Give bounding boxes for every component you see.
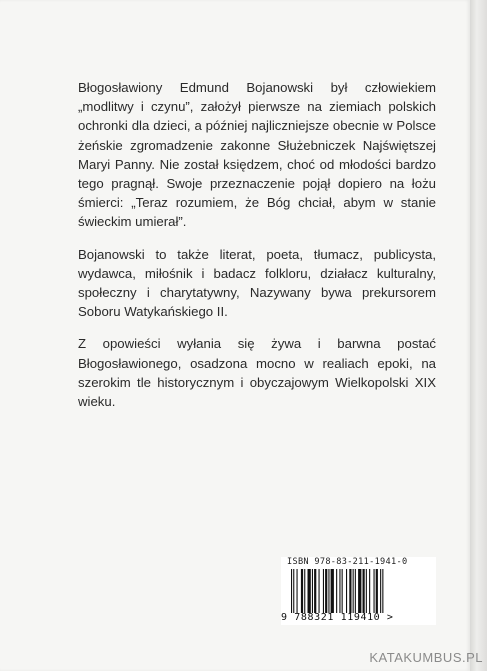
cover-edge — [470, 0, 487, 671]
blurb-paragraph-3: Z opowieści wyłania się żywa i barwna postać Błogosławionego, osadzona mocno w realiach epoki, na szerokim tle historycznym i obyczajowym Wielkopolski XIX wieku. — [78, 336, 436, 410]
blurb-text — [78, 78, 436, 424]
blurb-paragraph-2: Bojanowski to także literat, poeta, tłumacz, publicysta, wydawca, miłośnik i badacz folkloru, działacz kulturalny, społeczny i charytatywny, Nazywany bywa prekursorem Soboru Watykańskiego II. — [78, 246, 436, 320]
barcode-digits: 9 788321 119410 > — [281, 612, 394, 623]
watermark-text: KATAKUMBUS.PL — [369, 650, 483, 665]
barcode-icon — [291, 569, 427, 613]
isbn-label: ISBN 978-83-211-1941-0 — [287, 557, 408, 567]
isbn-barcode — [281, 557, 436, 625]
blurb-paragraph-1: Błogosławiony Edmund Bojanowski był człowiekiem „modlitwy i czynu”, założył pierwsze na ziemiach polskich ochronki dla dzieci, a później najliczniejsze obecnie w Polsce żeńskie zgromadzenie zakonne Służebniczek Najświętszej Maryi Panny. Nie został księdzem, choć od młodości bardzo tego pragnął. Swoje przeznaczenie pojął dopiero na łożu śmierci: „Teraz rozumiem, że Bóg chciał, abym w stanie świeckim umierał”. — [78, 80, 436, 230]
